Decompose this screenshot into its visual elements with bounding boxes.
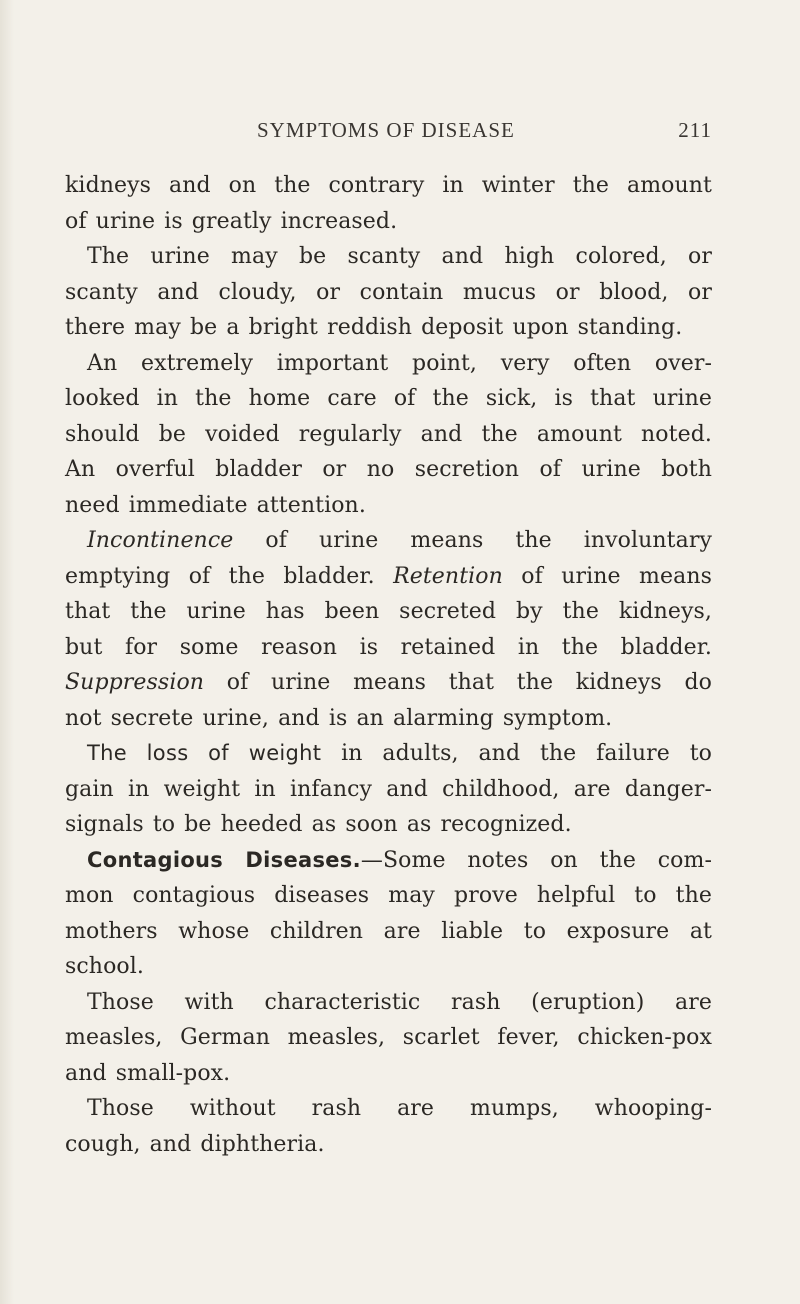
text-line [65, 736, 712, 772]
text-line: school. [65, 954, 144, 979]
text-line: of urine is greatly increased. [65, 208, 398, 234]
running-header [257, 118, 712, 148]
text-line: cough, and diphtheria. [65, 1131, 325, 1157]
text-run: emptying of the bladder. [65, 563, 394, 589]
section-heading-contagious-diseases: Contagious Diseases. [87, 847, 361, 872]
text-line [65, 665, 712, 701]
term-retention: Retention [393, 563, 503, 589]
text-line: gain in weight in infancy and childhood, are danger- [65, 776, 712, 802]
running-title: SYMPTOMS OF DISEASE [257, 118, 515, 142]
text-run: in adults, and the failure to [321, 741, 712, 766]
text-line: but for some reason is retained in the bladder. [65, 634, 712, 660]
text-line: mon contagious diseases may prove helpful to the [65, 883, 712, 908]
term-suppression: Suppression [65, 670, 205, 695]
text-line [65, 523, 712, 559]
body-text [65, 168, 712, 1162]
text-line: kidneys and on the contrary in winter the amount [65, 173, 712, 198]
text-line: An extremely important point, very often over- [87, 350, 712, 376]
text-line: that the urine has been secreted by the kidneys, [65, 599, 712, 624]
text-line: scanty and cloudy, or contain mucus or blood, or [65, 279, 712, 305]
text-line: The urine may be scanty and high colored, or [87, 244, 712, 269]
text-line: mothers whose children are liable to exposure at [65, 918, 712, 944]
text-line [65, 559, 712, 595]
text-run: of urine means [502, 563, 712, 589]
page-number: 211 [678, 118, 712, 142]
text-line [65, 843, 712, 879]
text-run: of urine means that the kidneys do [204, 670, 712, 695]
term-incontinence: Incontinence [87, 528, 234, 553]
text-line: looked in the home care of the sick, is that urine [65, 386, 712, 411]
text-line: not secrete urine, and is an alarming symptom. [65, 705, 613, 731]
text-line: should be voided regularly and the amount noted. [65, 421, 712, 447]
text-line: and small-pox. [65, 1060, 231, 1086]
section-run-in-loss-of-weight: The loss of weight [87, 741, 322, 765]
text-line: signals to be heeded as soon as recognized. [65, 812, 572, 837]
text-run: of urine means the involuntary [233, 528, 712, 553]
text-line: Those with characteristic rash (eruption) are [87, 989, 712, 1015]
text-line: need immediate attention. [65, 492, 366, 518]
text-run: —Some notes on the com- [360, 847, 712, 873]
text-line: measles, German measles, scarlet fever, chicken-pox [65, 1025, 712, 1050]
page-edge-shadow [0, 0, 14, 1304]
text-line: there may be a bright reddish deposit upon standing. [65, 315, 683, 340]
text-line: An overful bladder or no secretion of urine both [65, 457, 712, 482]
text-line: Those without rash are mumps, whooping- [87, 1096, 712, 1121]
